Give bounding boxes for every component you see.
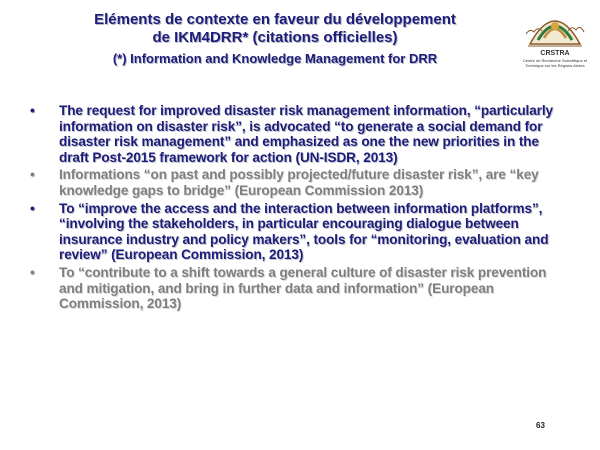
logo-name: CRSTRA xyxy=(540,50,570,57)
crstra-logo-icon xyxy=(518,4,592,72)
bullet-text: To “improve the access and the interaction between information platforms”, “involving the stakeholders, in particular encouraging dialogue between insurance industry and policy makers”, tools for “monitoring, evaluation and review” (European Commission, 2013) xyxy=(59,200,549,263)
bullet-marker: • xyxy=(30,263,35,280)
bullet-marker: • xyxy=(30,166,35,183)
slide-title xyxy=(40,11,510,67)
title-line-2: de IKM4DRR* (citations officielles) xyxy=(152,29,398,46)
bullet-text: To “contribute to a shift towards a general culture of disaster risk prevention and mitigation, and bring in further data and information” (European Commission, 2013) xyxy=(59,264,547,312)
bullet-item-2 xyxy=(28,167,568,198)
logo-caption: Centre de Recherche Scientifique et Technique sur les Régions Arides xyxy=(522,58,588,68)
title-line-3: (*) Information and Knowledge Management for DRR xyxy=(112,51,438,66)
bullet-text: Informations “on past and possibly projected/future disaster risk”, are “key knowledge gaps to bridge” (European Commission 2013) xyxy=(59,167,539,198)
bullet-item-3 xyxy=(28,201,568,263)
bullet-list xyxy=(28,103,568,312)
bullet-item-4 xyxy=(28,265,568,312)
bullet-item-1 xyxy=(28,103,568,165)
bullet-text: The request for improved disaster risk management information, “particularly information on disaster risk”, is advocated “to generate a social demand for disaster risk management” and emphasized as one the new priorities in the draft Post-2015 framework for action (UN-ISDR, 2013) xyxy=(59,103,553,165)
bullet-marker: • xyxy=(30,199,35,216)
page-number: 63 xyxy=(536,421,545,430)
title-line-1: Eléments de contexte en faveur du développement xyxy=(94,11,456,28)
bullet-marker: • xyxy=(30,102,35,118)
logo-emblem xyxy=(518,4,592,58)
